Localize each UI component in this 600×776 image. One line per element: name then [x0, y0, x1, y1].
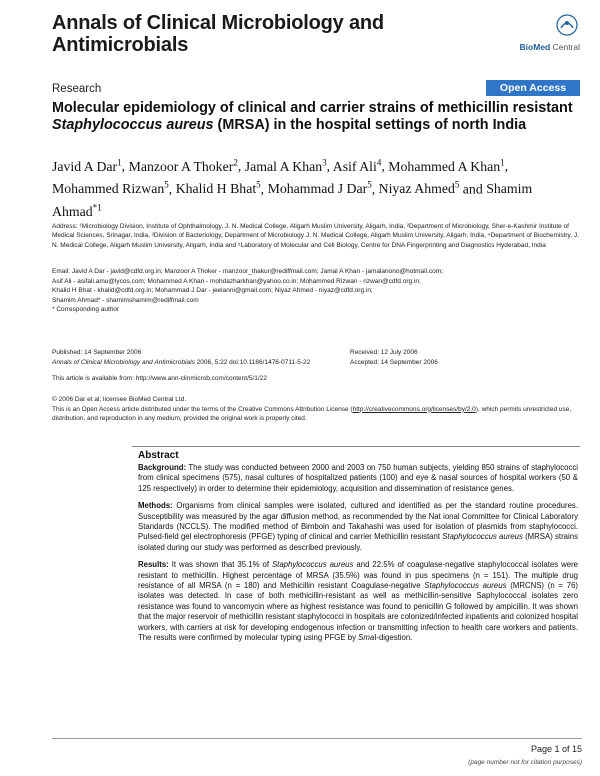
author-affiliation-marker: 2 — [233, 157, 238, 167]
corresponding-author-note: * Corresponding author — [52, 306, 120, 313]
citation: Annals of Clinical Microbiology and Antimicrobials 2006, 5:22 doi:10.1186/1476-0711-5-22 — [52, 359, 311, 366]
paper-title: Molecular epidemiology of clinical and carrier strains of methicillin resistant Staphylococcus aureus (MRSA) in the hospital settings of north India — [52, 100, 573, 133]
publication-info — [52, 348, 392, 384]
license-statement: © 2006 Dar et al; licensee BioMed Central Ltd. This is an Open Access article distributed under the terms of the Creative Commons Attribution License (http://creativecommons.org/licenses/by/2.0), which permits unrestricted use, distribution, and reproduction in any medium, provided the original work is properly cited. — [52, 395, 582, 424]
journal-title: Annals of Clinical Microbiology and Antimicrobials — [52, 12, 384, 56]
author-affiliation-marker: 5 — [367, 179, 372, 190]
author-name: Jamal A Khan$^3$ — [244, 157, 327, 174]
abstract-heading: Abstract — [138, 450, 179, 461]
author-name: Khalid H Bhat$^5$ — [175, 179, 261, 197]
author-affiliation-marker: 1 — [500, 157, 505, 167]
published-date: Published: 14 September 2006 — [52, 349, 142, 356]
footer-rule — [52, 738, 582, 739]
biomed-central-logo-icon — [556, 14, 578, 36]
publisher-logo[interactable] — [500, 14, 580, 54]
author-list: Javid A Dar$^1$, Manzoor A Thoker$^2$, Jamal A Khan$^3$, Asif Ali$^4$, Mohammed A Khan$^1$, Mohammed Rizwan$^5$, Khalid H Bhat$^5$, Mohammad J Dar$^5$, Niyaz Ahmed$^5$ and Shamim Ahmad$^{*1}$ — [52, 157, 533, 219]
email-line[interactable]: Email: Javid A Dar - javid@cdfd.org.in; Manzoor A Thoker - manzoor_thakur@rediffmail.com; Jamal A Khan - jamalanono@hotmail.com; — [52, 268, 443, 275]
affiliations: Address: ¹Microbiology Division, Institute of Ophthalmology, J. N. Medical College, Aligarh Muslim University, Aligarh, India, ²Department of Microbiology, Sher-e-Kashmir Institute of Medical Sciences, Srinagar, India, ³Division of Bacteriology, Department of Microbiology J. N. Medical College, Aligarh Muslim University, Aligarh, India, ⁴Department of Biochemistry, J. N. Medical College, Aligarh Muslim University, Aligarh, India and ⁵Laboratory of Molecular and Cell Biology, Centre for DNA Fingerprinting and Diagnostics Hyderabad, India — [52, 223, 579, 249]
publisher-logo-text: BioMed Central — [519, 42, 580, 52]
article-url[interactable]: This article is available from: http://www.ann-clinmicrob.com/content/5/1/22 — [52, 375, 267, 382]
author-affiliation-marker: 5 — [454, 179, 460, 190]
author-name: Manzoor A Thoker$^2$ — [128, 157, 238, 174]
abstract-background: Background: The study was conducted between 2000 and 2003 on 750 human subjects, yielding 850 strains of staphylococci from clinical specimens (575), nasal cultures of hospitalized patients (100) and eye & nasal sources of hospital workers (50 & 125 respectively) in order to determine their epidemiology, acquisition and dissemination of resistance genes. — [138, 463, 578, 493]
author-affiliation-marker: 3 — [322, 157, 327, 167]
abstract-body — [138, 463, 578, 651]
abstract-results: Results: It was shown that 35.1% of Staphylococcus aureus and 22.5% of coagulase-negative staphylococcal isolates were resistant to methicillin. Highest percentage of MRSA (35.5%) was found in pus specimens (n = 151). The multiple drug resistance of all MRSA (n = 180) and Methicillin resistant Coagulase-negative Staphylococcus aureus (MRCNS) (n = 76) isolates was detected. In case of both methicillin-resistant as well as methicillin-sensitive Saphylococcal isolates zero resistance was found to vancomycin where as highest resistance was found to penicillin G followed by ampicillin. It was shown that the major reservoir of methicillin resistant staphylococci in hospitals are colonized/infected inpatients and colonized hospital workers, with carriers at risk for developing endogenous infection or transmitting infection to health care workers and patients. The results were confirmed by molecular typing using PFGE by SmaI-digestion. — [138, 560, 578, 643]
author-affiliation-marker: *1 — [92, 202, 102, 213]
author-name: Shamim Ahmad$^{*1}$ — [52, 181, 533, 219]
open-access-badge: Open Access — [486, 80, 580, 96]
author-affiliation-marker: 5 — [164, 179, 169, 190]
author-affiliation-marker: 1 — [117, 157, 122, 167]
author-name: Mohammed A Khan$^1$ — [388, 157, 505, 174]
license-link[interactable]: http://creativecommons.org/licenses/by/2.0 — [352, 405, 476, 413]
author-name: Mohammed Rizwan$^5$ — [52, 179, 169, 197]
author-emails — [52, 267, 582, 305]
abstract-methods: Methods: Organisms from clinical samples were isolated, cultured and identified as per the standard routine procedures. Susceptibility was measured by the agar diffusion method, as recommended by the Nat ional Committee for Clinical Laboratory Standards (NCCLS). The modified method of Bimboin and Takahashi was used for isolation of plasmids from staphylococci. Pulsed-field gel electrophoresis (PFGE) typing of clinical and carrier Methicillin resistant Staphylococcus aureus (MRSA) strains isolated during our study was performed as described previously. — [138, 501, 578, 552]
received-accepted-dates — [350, 348, 438, 368]
email-line[interactable]: Khalid H Bhat - khalid@cdfd.org.in; Mohammad J Dar - jeelanni@gmail.com; Niyaz Ahmed - niyaz@cdfd.org.in; — [52, 287, 373, 295]
email-line[interactable]: Shamim Ahmad* - shamimshamim@rediffmail.com — [52, 296, 199, 304]
accepted-date: Accepted: 14 September 2006 — [350, 359, 438, 366]
email-line[interactable]: Asif Ali - asifali.amu@lycos.com; Mohammed A Khan - mohdazharkhan@yahoo.co.in; Mohammed Rizwan - rizwan@cdfd.org.in; — [52, 277, 421, 285]
author-name: Niyaz Ahmed$^5$ — [378, 179, 460, 197]
page-number: Page 1 of 15 — [530, 744, 582, 754]
author-affiliation-marker: 4 — [376, 157, 382, 167]
author-name: Mohammad J Dar$^5$ — [267, 179, 372, 197]
copyright: © 2006 Dar et al; licensee BioMed Central Ltd. — [52, 396, 187, 403]
page-number-note: (page number not for citation purposes) — [468, 759, 582, 766]
author-name: Javid A Dar$^1$ — [52, 157, 122, 174]
received-date: Received: 12 July 2006 — [350, 349, 418, 356]
article-section: Research — [52, 83, 102, 95]
author-name: Asif Ali$^4$ — [332, 157, 382, 174]
author-affiliation-marker: 5 — [256, 179, 261, 190]
